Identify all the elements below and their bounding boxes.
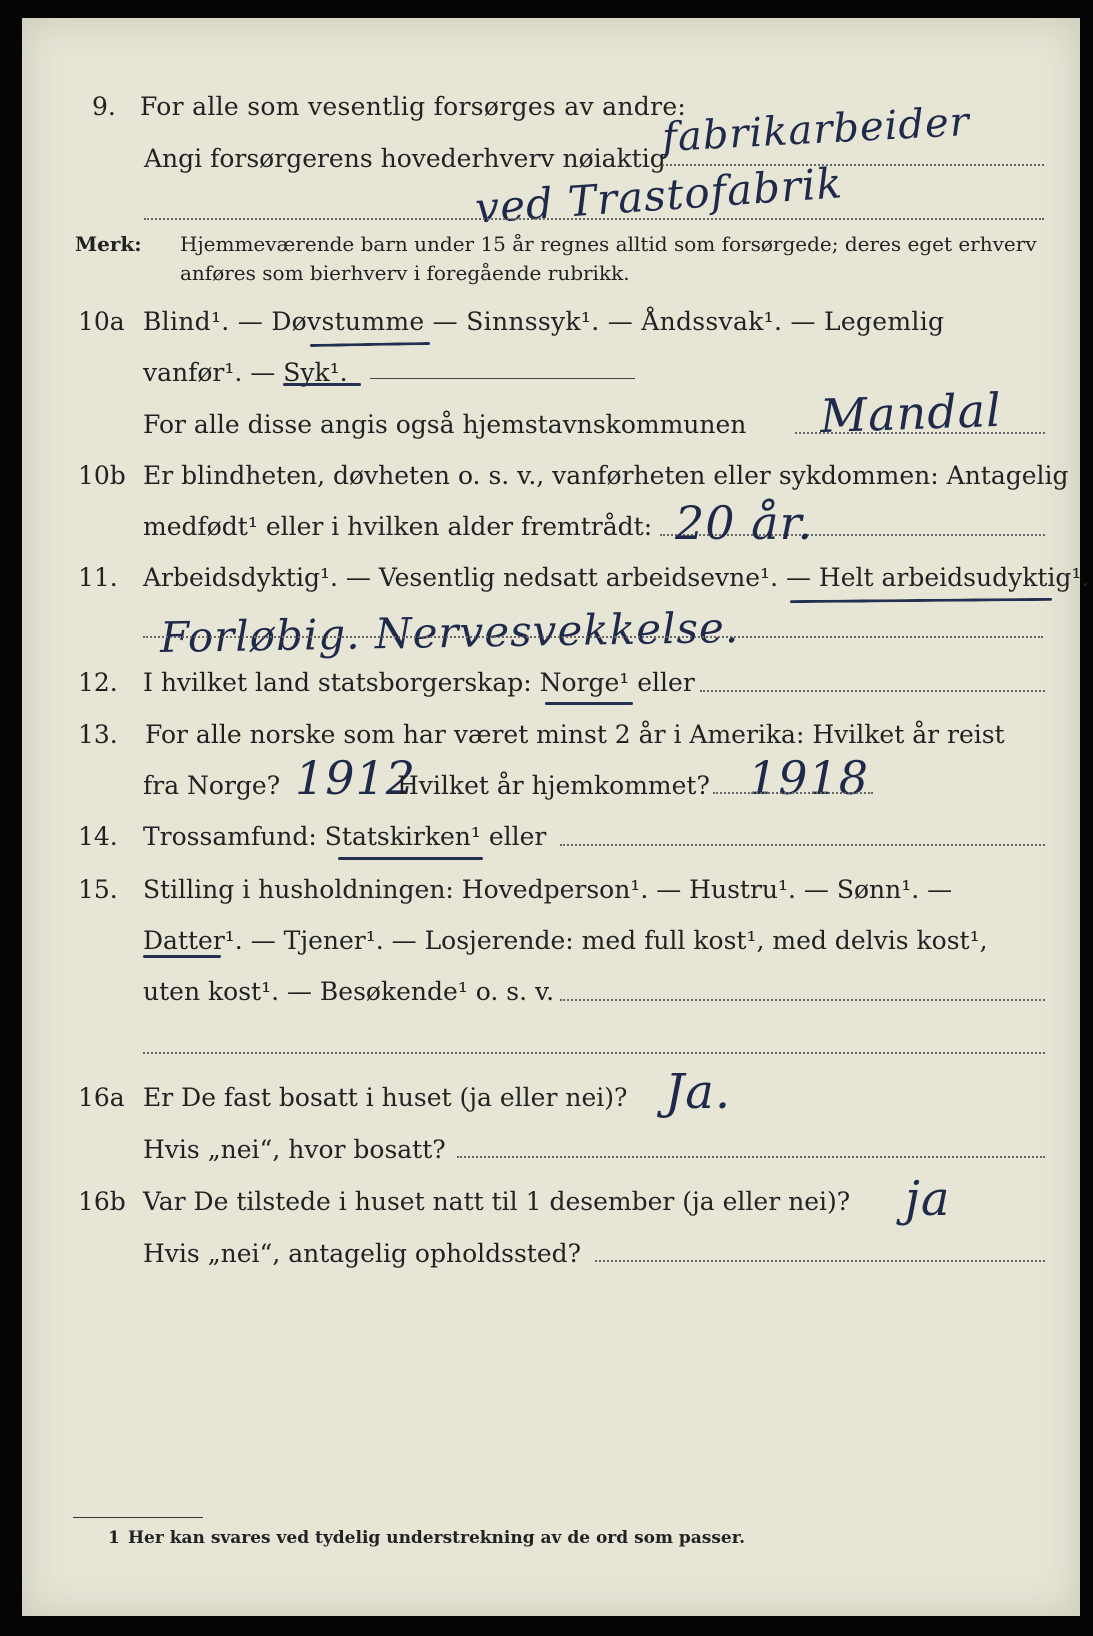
- merk-line1: Hjemmeværende barn under 15 år regnes alltid som forsørgede; deres eget erhverv: [180, 232, 1037, 256]
- q12-line1: I hvilket land statsborgerskap: Norge¹ eller: [143, 668, 695, 697]
- q16b-answer: ja: [905, 1171, 951, 1227]
- q16b-line1: Var De tilstede i huset natt til 1 desember (ja eller nei)?: [143, 1187, 851, 1216]
- census-form-page: [22, 18, 1080, 1616]
- q13-dotted-line: [713, 792, 873, 794]
- q13-line1: For alle norske som har været minst 2 år i Amerika: Hvilket år reist: [145, 720, 1005, 749]
- q16a-line2: Hvis „nei“, hvor bosatt?: [143, 1135, 446, 1164]
- q14-line1: Trossamfund: Statskirken¹ eller: [143, 822, 547, 851]
- q15-line3: uten kost¹. — Besøkende¹ o. s. v.: [143, 977, 555, 1006]
- q13-line2a: fra Norge?: [143, 771, 281, 800]
- q9-line1: For alle som vesentlig forsørges av andre:: [140, 92, 687, 121]
- q14-dotted-line: [560, 844, 1045, 846]
- q10b-line1: Er blindheten, døvheten o. s. v., vanførheten eller sykdommen: Antagelig: [143, 461, 1069, 490]
- q15-number: 15.: [78, 875, 118, 904]
- q14-number: 14.: [78, 822, 118, 851]
- q10a-answer: Mandal: [819, 382, 1003, 444]
- q10b-line2: medfødt¹ eller i hvilken alder fremtrådt:: [143, 512, 653, 541]
- footnote-mark: 1: [108, 1528, 120, 1548]
- q16a-answer: Ja.: [665, 1064, 732, 1120]
- q12-underline-norge: [545, 702, 633, 705]
- merk-line2: anføres som bierhverv i foregående rubrikk.: [180, 261, 630, 285]
- q16a-line1: Er De fast bosatt i huset (ja eller nei)?: [143, 1083, 628, 1112]
- q10a-line3: For alle disse angis også hjemstavnskommunen: [143, 410, 747, 439]
- q11-answer: Forløbig. Nervesvekkelse.: [159, 602, 740, 663]
- q11-dotted-line: [143, 636, 1043, 638]
- footnote-rule: [73, 1517, 203, 1518]
- q15-dotted-line-1: [560, 999, 1045, 1001]
- q16a-number: 16a: [78, 1083, 125, 1112]
- q13-line2b: Hvilket år hjemkommet?: [397, 771, 710, 800]
- q14-underline-statskirken: [338, 857, 483, 860]
- q10a-line2: vanfør¹. — Syk¹.: [143, 358, 348, 387]
- q9-line2: Angi forsørgerens hovederhverv nøiaktig: [144, 144, 666, 173]
- q10a-number: 10a: [78, 307, 125, 336]
- q12-number: 12.: [78, 668, 118, 697]
- q15-line1: Stilling i husholdningen: Hovedperson¹. — Hustru¹. — Sønn¹. —: [143, 875, 953, 904]
- q10a-underline-syk: [283, 383, 361, 386]
- q10a-answer-line: [370, 378, 635, 379]
- q16a-dotted-line: [457, 1156, 1045, 1158]
- q15-underline-datter: [143, 955, 221, 958]
- q10b-answer: 20 år.: [675, 496, 814, 550]
- q16b-line2: Hvis „nei“, antagelig opholdssted?: [143, 1239, 582, 1268]
- q11-line1: Arbeidsdyktig¹. — Vesentlig nedsatt arbeidsevne¹. — Helt arbeidsudyktig¹.: [143, 563, 1090, 592]
- q13-answer2: 1918: [748, 751, 870, 805]
- q13-answer1: 1912: [295, 751, 417, 805]
- merk-label: Merk:: [75, 232, 142, 256]
- q11-number: 11.: [78, 563, 118, 592]
- footnote-text: Her kan svares ved tydelig understrekning av de ord som passer.: [128, 1528, 746, 1548]
- q9-number: 9.: [92, 92, 116, 121]
- q16b-dotted-line: [595, 1260, 1045, 1262]
- q16b-number: 16b: [78, 1187, 126, 1216]
- q15-dotted-line-2: [143, 1052, 1045, 1054]
- q9-answer1: fabrikarbeider: [661, 98, 971, 162]
- q10b-number: 10b: [78, 461, 126, 490]
- q10a-line1: Blind¹. — Døvstumme — Sinnssyk¹. — Åndssvak¹. — Legemlig: [143, 307, 945, 336]
- q15-line2: Datter¹. — Tjener¹. — Losjerende: med full kost¹, med delvis kost¹,: [143, 926, 988, 955]
- q13-number: 13.: [78, 720, 118, 749]
- q12-dotted-line: [700, 690, 1045, 692]
- q9-dotted-line-2: [144, 218, 1044, 220]
- q9-answer2: ved Trastofabrik: [473, 158, 845, 233]
